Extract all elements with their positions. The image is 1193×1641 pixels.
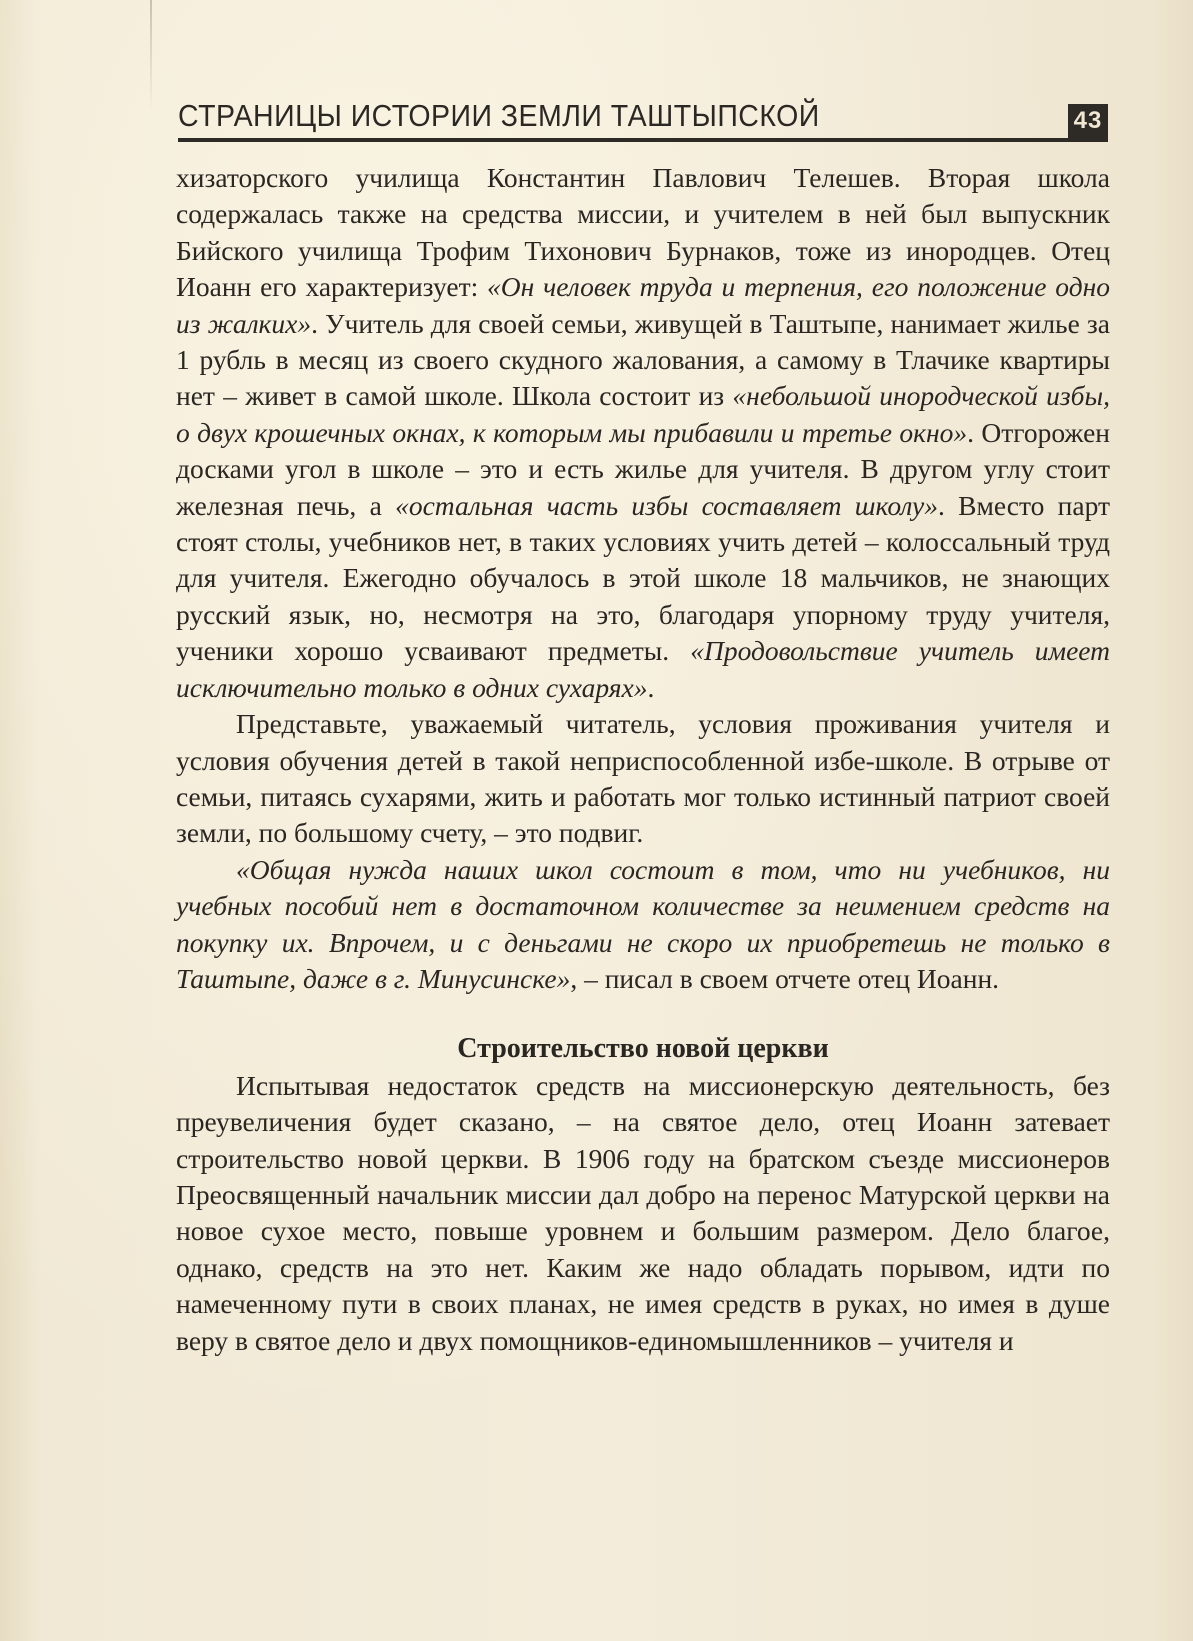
quote-4: «Продовольствие учитель имеет исключительно только в одних сухарях» xyxy=(176,635,1110,703)
body-text xyxy=(176,160,1110,1359)
paragraph-1-text-3: . Отгорожен досками угол в школе – это и есть жилье для учителя. В другом углу стоит железная печь, а xyxy=(176,416,1110,521)
running-head xyxy=(178,96,1108,154)
paragraph-4: Испытывая недостаток средств на миссионерскую деятельность, без преувеличения будет сказано, – на святое дело, отец Иоанн затевает строительство новой церкви. В 1906 году на братском съезде миссионеров Преосвященный начальник миссии дал добро на перенос Матурской церкви на новое сухое место, повыше уровнем и большим размером. Дело благое, однако, средств на это нет. Каким же надо обладать порывом, идти по намеченному пути в своих планах, не имея средств в руках, но имея в душе веру в святое дело и двух помощников-единомышленников – учителя и xyxy=(176,1069,1110,1356)
paragraph-1-text-1: хизаторского училища Константин Павлович Телешев. Вторая школа содержалась также на средства миссии, и учителем в ней был выпускник Бийского училища Трофим Тихонович Бурнаков, тоже из инородцев. Отец Иоанн его характеризует: xyxy=(176,162,1110,303)
paragraph-1-text-5: . xyxy=(647,671,655,703)
paragraph-3 xyxy=(176,852,1110,998)
running-head-title: СТРАНИЦЫ ИСТОРИИ ЗЕМЛИ ТАШТЫПСКОЙ xyxy=(178,98,820,133)
quote-2: «небольшой инородческой избы, о двух крошечных окнах, к которым мы прибавили и третье окно» xyxy=(176,380,1110,448)
paragraph-1 xyxy=(176,160,1110,706)
quote-3: «остальная часть избы составляет школу» xyxy=(395,489,938,521)
page-number: 43 xyxy=(1068,104,1108,138)
paper-fold-mark xyxy=(150,0,152,110)
section-heading: Строительство новой церкви xyxy=(457,1033,829,1065)
quote-1: «Он человек труда и терпения, его положение одно из жалких» xyxy=(176,271,1110,339)
paragraph-3-text: , – писал в своем отчете отец Иоанн. xyxy=(570,962,1000,994)
quote-5: «Общая нужда наших школ состоит в том, что ни учебников, ни учебных пособий нет в достаточном количестве за неимением средств на покупку их. Впрочем, и с деньгами не скоро их приобретешь не только в Таштыпе, даже в г. Минусинске» xyxy=(176,853,1110,994)
header-rule xyxy=(178,138,1108,142)
paragraph-1-text-2: . Учитель для своей семьи, живущей в Таштыпе, нанимает жилье за 1 рубль в месяц из своего скудного жалования, а самому в Тлачике квартиры нет – живет в самой школе. Школа состоит из xyxy=(176,307,1110,412)
paragraph-2: Представьте, уважаемый читатель, условия проживания учителя и условия обучения детей в такой неприспособленной избе-школе. В отрыве от семьи, питаясь сухарями, жить и работать мог только истинный патриот своей земли, по большому счету, – это подвиг. xyxy=(176,708,1110,849)
paragraph-1-text-4: . Вместо парт стоят столы, учебников нет, в таких условиях учить детей – колоссальный труд для учителя. Ежегодно обучалось в этой школе 18 мальчиков, не знающих русский язык, но, несмотря на это, благодаря упорному труду учителя, ученики хорошо усваивают предметы. xyxy=(176,489,1110,667)
